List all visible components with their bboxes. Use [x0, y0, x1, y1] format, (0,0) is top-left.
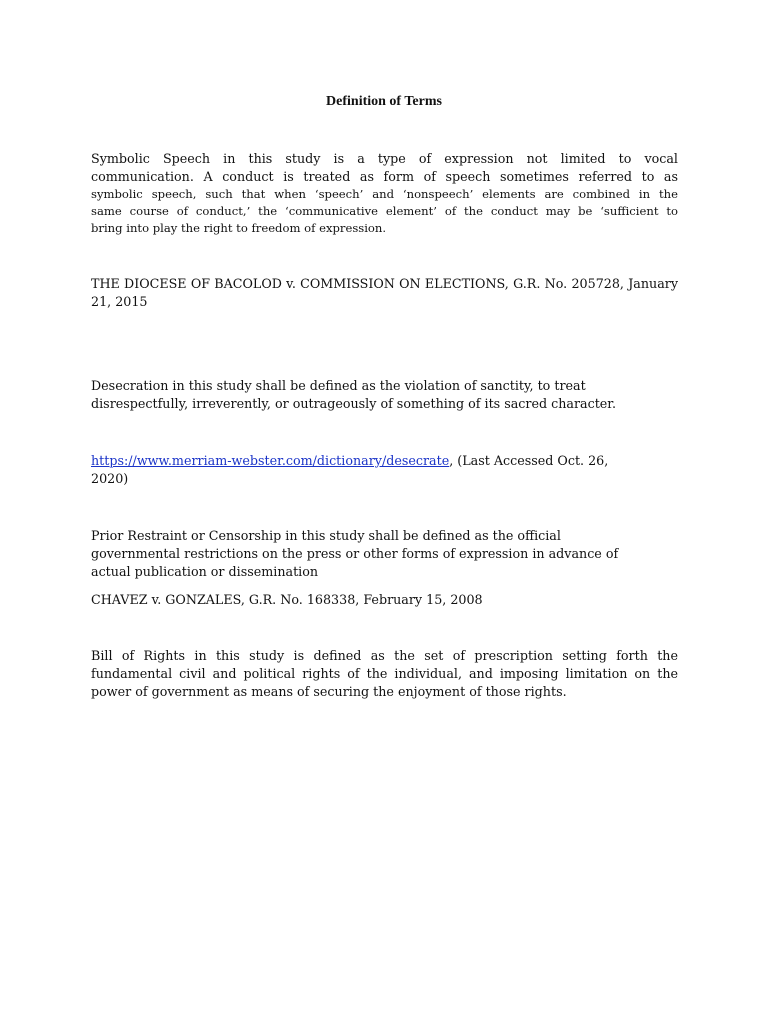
citation-line [91, 452, 678, 470]
citation-line: 21, 2015 [91, 294, 148, 309]
citation-webster [91, 452, 678, 488]
paragraph-line: same course of conduct,’ the ‘communicative element’ of the conduct may be ‘sufficient to [91, 204, 678, 218]
paragraph-line: Prior Restraint or Censorship in this study shall be defined as the official [91, 528, 561, 543]
citation-line: THE DIOCESE OF BACOLOD v. COMMISSION ON ELECTIONS, G.R. No. 205728, January [91, 276, 678, 291]
paragraph-line: Symbolic Speech in this study is a type of expression not limited to vocal [91, 151, 678, 166]
paragraph-line: disrespectfully, irreverently, or outrageously of something of its sacred character. [91, 396, 617, 411]
paragraph-line: Bill of Rights in this study is defined as the set of prescription setting forth the [91, 648, 678, 663]
citation-bacolod [91, 275, 678, 311]
access-date-text: , (Last Accessed Oct. 26, [449, 453, 609, 468]
citation-line: CHAVEZ v. GONZALES, G.R. No. 168338, February 15, 2008 [91, 592, 483, 607]
paragraph-line: symbolic speech, such that when ‘speech’ and ‘nonspeech’ elements are combined in the [91, 187, 678, 201]
citation-chavez [91, 591, 678, 609]
paragraph-line: power of government as means of securing the enjoyment of those rights. [91, 684, 567, 699]
paragraph-line: communication. A conduct is treated as form of speech sometimes referred to as [91, 169, 678, 184]
symbolic-speech-paragraph [91, 150, 678, 237]
page-title: Definition of Terms [326, 94, 442, 109]
paragraph-line: fundamental civil and political rights of the individual, and imposing limitation on the [91, 666, 678, 681]
dictionary-link[interactable]: https://www.merriam-webster.com/dictionary/desecrate [91, 453, 450, 468]
citation-line: 2020) [91, 471, 129, 486]
paragraph-line: bring into play the right to freedom of expression. [91, 221, 387, 235]
bill-of-rights-paragraph [91, 647, 678, 701]
paragraph-line: governmental restrictions on the press or other forms of expression in advance of [91, 546, 619, 561]
prior-restraint-paragraph [91, 527, 678, 581]
paragraph-line: Desecration in this study shall be defined as the violation of sanctity, to treat [91, 378, 586, 393]
desecration-paragraph [91, 377, 678, 413]
paragraph-line: actual publication or dissemination [91, 564, 319, 579]
